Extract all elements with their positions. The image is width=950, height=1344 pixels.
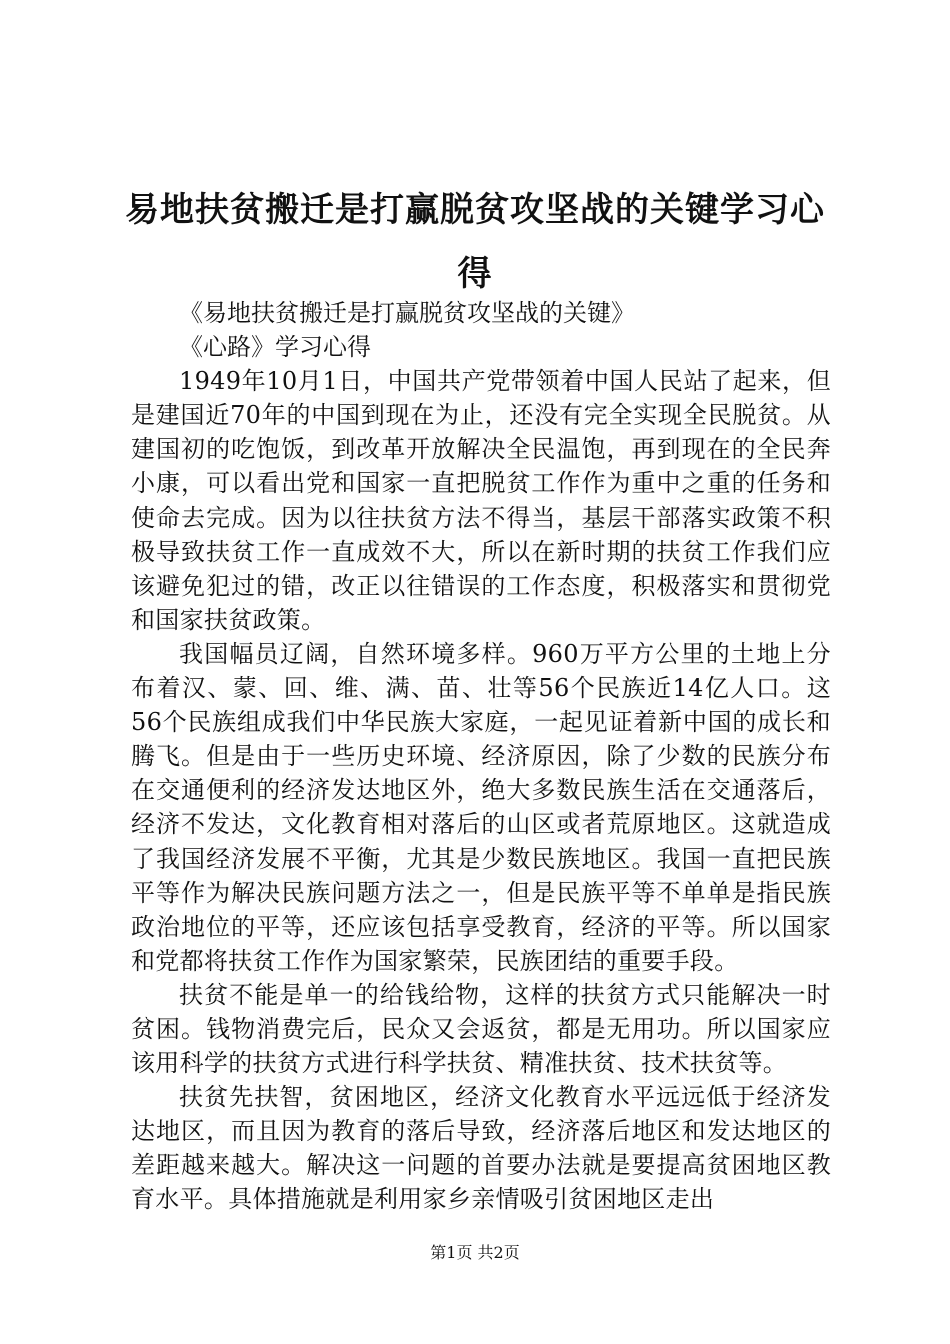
document-title: 易地扶贫搬迁是打赢脱贫攻坚战的关键学习心得 <box>125 190 825 294</box>
body-paragraph: 扶贫先扶智，贫困地区，经济文化教育水平远远低于经济发达地区，而且因为教育的落后导致，经济落后地区和发达地区的差距越来越大。解决这一问题的首要办法就是要提高贫困地区教育水平。具体措施就是利用家乡亲情吸引贫困地区走出 <box>131 1083 831 1214</box>
subtitle-line: 《易地扶贫搬迁是打赢脱贫攻坚战的关键》 <box>179 299 635 327</box>
document-body <box>131 296 831 1217</box>
body-paragraph: 扶贫不能是单一的给钱给物，这样的扶贫方式只能解决一时贫困。钱物消费完后，民众又会返贫，都是无用功。所以国家应该用科学的扶贫方式进行科学扶贫、精准扶贫、技术扶贫等。 <box>131 980 831 1078</box>
body-paragraph: 我国幅员辽阔，自然环境多样。960万平方公里的土地上分布着汉、蒙、回、维、满、苗、壮等56个民族近14亿人口。这56个民族组成我们中华民族大家庭，一起见证着新中国的成长和腾飞。但是由于一些历史环境、经济原因，除了少数的民族分布在交通便利的经济发达地区外，绝大多数民族生活在交通落后，经济不发达，文化教育相对落后的山区或者荒原地区。这就造成了我国经济发展不平衡，尤其是少数民族地区。我国一直把民族平等作为解决民族问题方法之一，但是民族平等不单单是指民族政治地位的平等，还应该包括享受教育，经济的平等。所以国家和党都将扶贫工作作为国家繁荣，民族团结的重要手段。 <box>131 639 831 975</box>
body-paragraph: 1949年10月1日，中国共产党带领着中国人民站了起来，但是建国近70年的中国到现在为止，还没有完全实现全民脱贫。从建国初的吃饱饭，到改革开放解决全民温饱，再到现在的全民奔小康，可以看出党和国家一直把脱贫工作作为重中之重的任务和使命去完成。因为以往扶贫方法不得当，基层干部落实政策不积极导致扶贫工作一直成效不大，所以在新时期的扶贫工作我们应该避免犯过的错，改正以往错误的工作态度，积极落实和贯彻党和国家扶贫政策。 <box>131 367 831 634</box>
page-number-footer: 第1页 共2页 <box>430 1243 520 1262</box>
subtitle-line: 《心路》学习心得 <box>179 333 371 362</box>
